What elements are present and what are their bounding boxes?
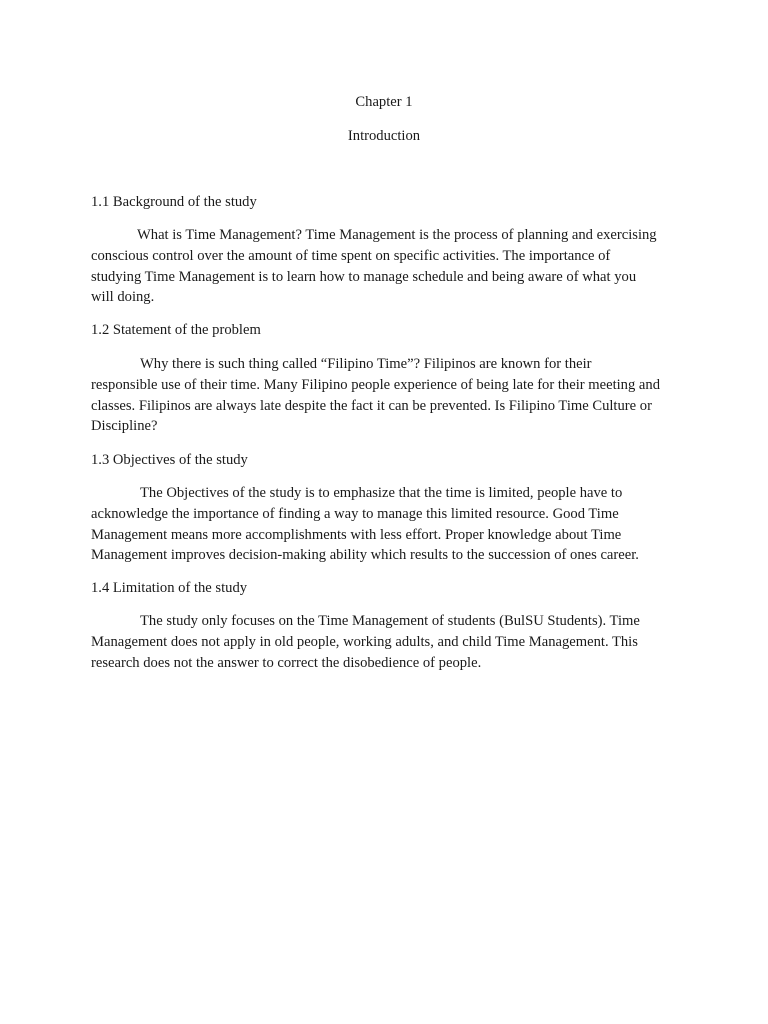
section-heading-limitation: 1.4 Limitation of the study [91, 580, 248, 596]
paragraph-line: The study only focuses on the Time Management of students (BulSU Students). Time [140, 613, 640, 629]
section-heading-problem: 1.2 Statement of the problem [91, 322, 261, 338]
paragraph-line: will doing. [91, 289, 155, 306]
paragraph-line: Discipline? [91, 418, 158, 435]
paragraph-line: research does not the answer to correct the disobedience of people. [91, 654, 482, 671]
paragraph-line: conscious control over the amount of time spent on specific activities. The importance of [91, 247, 611, 264]
paragraph-line: Why there is such thing called “Filipino Time”? Filipinos are known for their [140, 356, 592, 372]
section-paragraph-limitation [91, 611, 681, 673]
section-heading-background: 1.1 Background of the study [91, 194, 257, 210]
paragraph-line: Management means more accomplishments with less effort. Proper knowledge about Time [91, 526, 622, 543]
paragraph-line: Management improves decision-making ability which results to the succession of ones career. [91, 547, 639, 564]
section-paragraph-problem [91, 354, 681, 437]
section-paragraph-objectives [91, 483, 681, 566]
paragraph-line: The Objectives of the study is to emphasize that the time is limited, people have to [140, 485, 623, 501]
paragraph-line: studying Time Management is to learn how to manage schedule and being aware of what you [91, 268, 637, 285]
paragraph-line: responsible use of their time. Many Filipino people experience of being late for their meeting and [91, 376, 660, 393]
section-paragraph-background [91, 225, 681, 308]
section-heading-objectives: 1.3 Objectives of the study [91, 452, 248, 468]
paragraph-line: acknowledge the importance of finding a way to manage this limited resource. Good Time [91, 505, 619, 522]
paragraph-line: Management does not apply in old people, working adults, and child Time Management. This [91, 633, 638, 650]
page-title: Introduction [347, 128, 421, 144]
paragraph-line: What is Time Management? Time Management is the process of planning and exercising [137, 227, 657, 243]
chapter-label: Chapter 1 [355, 94, 413, 110]
paragraph-line: classes. Filipinos are always late despite the fact it can be prevented. Is Filipino Time Culture or [91, 397, 652, 414]
